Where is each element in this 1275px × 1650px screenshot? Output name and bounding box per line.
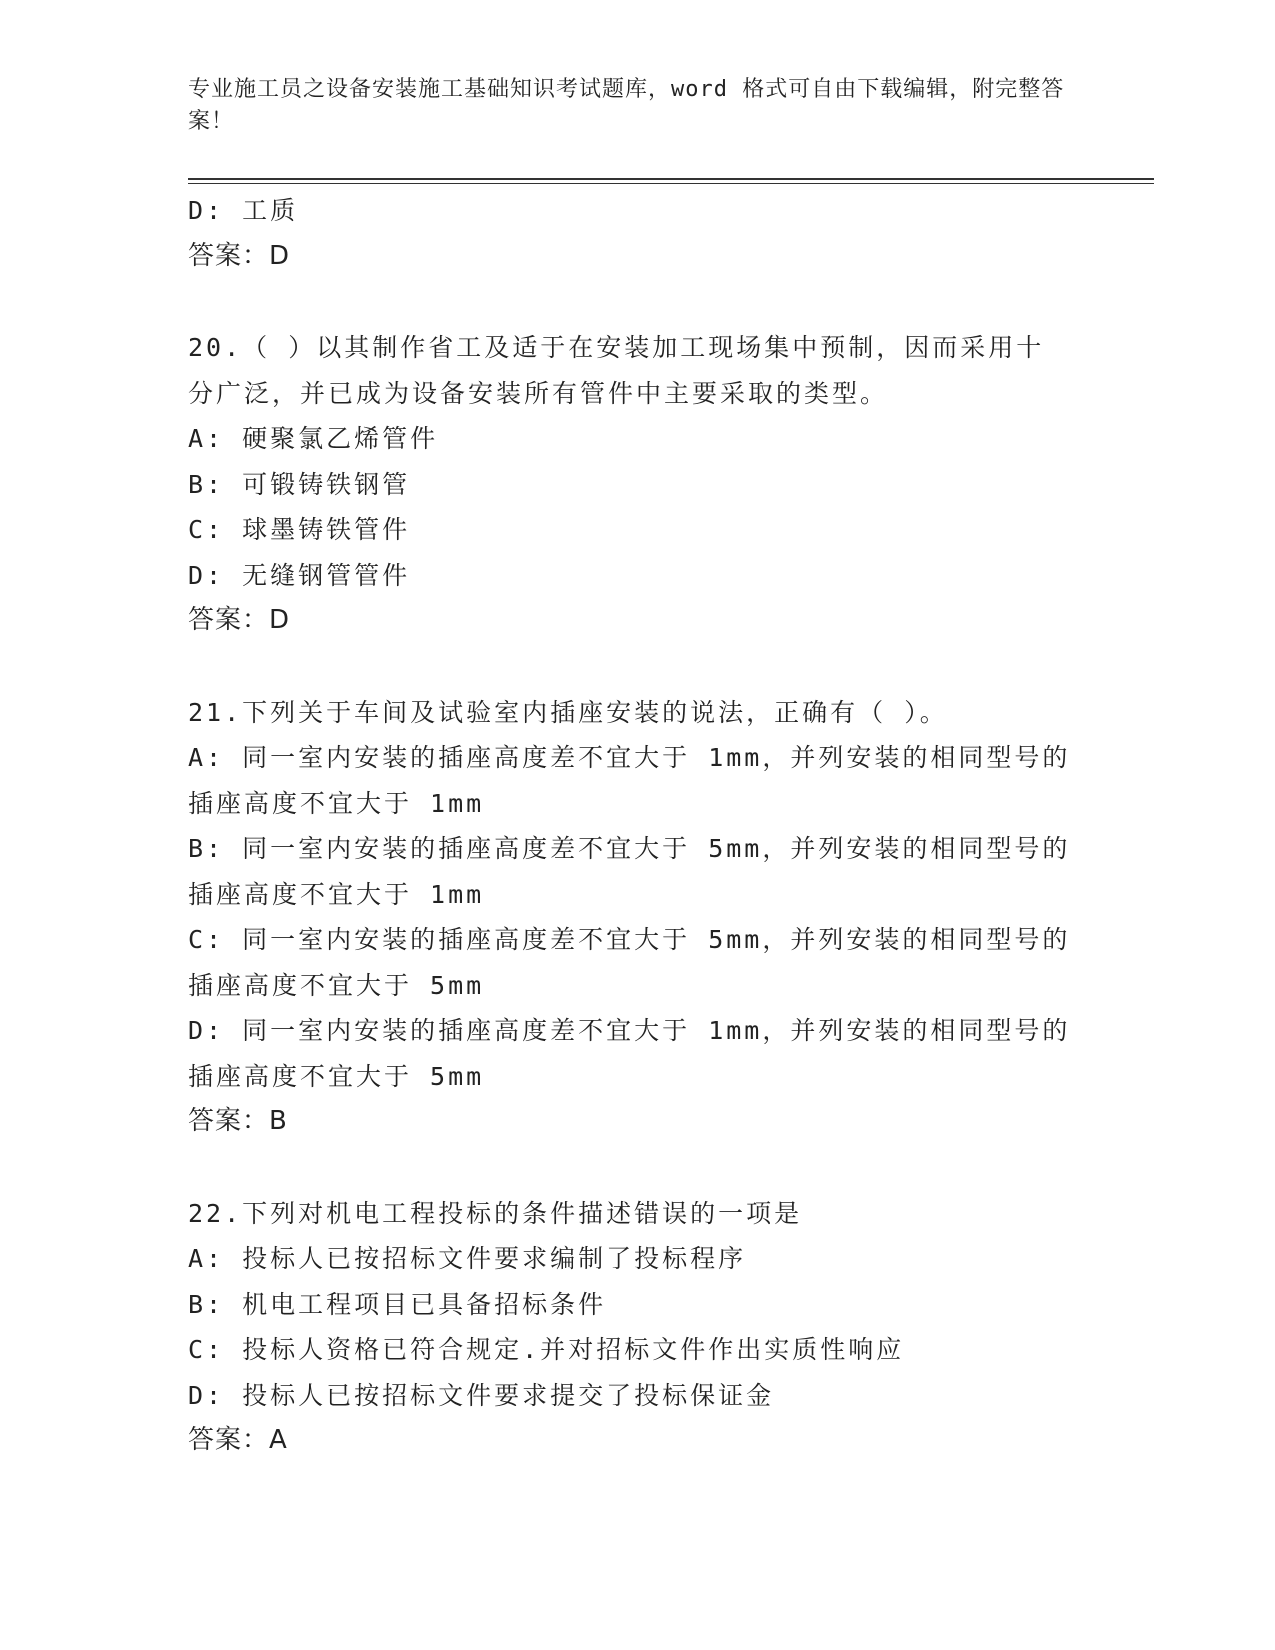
option-d: D: 无缝钢管管件 bbox=[188, 560, 411, 590]
spacer bbox=[188, 279, 1088, 325]
option-d: D: 同一室内安装的插座高度差不宜大于 1mm，并列安装的相同型号的 bbox=[188, 1016, 1071, 1045]
question-20 bbox=[188, 325, 1088, 644]
option-b: B: 同一室内安装的插座高度差不宜大于 5mm，并列安装的相同型号的 bbox=[188, 834, 1071, 863]
question-text: 20.（ ）以其制作省工及适于在安装加工现场集中预制，因而采用十 bbox=[188, 333, 1045, 362]
option-d: D: 投标人已按招标文件要求提交了投标保证金 bbox=[188, 1380, 775, 1410]
spacer bbox=[188, 1145, 1088, 1191]
question-text: 21.下列关于车间及试验室内插座安装的说法，正确有（ ）。 bbox=[188, 697, 948, 727]
spacer bbox=[188, 644, 1088, 690]
question-list bbox=[188, 188, 1088, 1464]
option-d: D: 工质 bbox=[188, 196, 299, 225]
question-21 bbox=[188, 690, 1088, 1145]
option-d-cont: 插座高度不宜大于 5mm bbox=[188, 1061, 485, 1091]
header-divider-thin bbox=[188, 183, 1154, 184]
previous-question-tail bbox=[188, 188, 1088, 279]
question-text: 22.下列对机电工程投标的条件描述错误的一项是 bbox=[188, 1198, 803, 1228]
answer: 答案：B bbox=[188, 1106, 288, 1136]
question-22 bbox=[188, 1191, 1088, 1464]
option-b: B: 可锻铸铁钢管 bbox=[188, 469, 411, 499]
option-c: C: 球墨铸铁管件 bbox=[188, 515, 411, 544]
option-a-cont: 插座高度不宜大于 1mm bbox=[188, 788, 485, 818]
option-a: A: 硬聚氯乙烯管件 bbox=[188, 424, 439, 453]
answer: 答案：A bbox=[188, 1425, 288, 1455]
answer: 答案：D bbox=[188, 240, 291, 271]
option-b: B: 机电工程项目已具备招标条件 bbox=[188, 1289, 607, 1319]
answer: 答案：D bbox=[188, 605, 291, 635]
option-a: A: 同一室内安装的插座高度差不宜大于 1mm，并列安装的相同型号的 bbox=[188, 743, 1071, 772]
option-c-cont: 插座高度不宜大于 5mm bbox=[188, 970, 485, 1000]
option-c: C: 同一室内安装的插座高度差不宜大于 5mm，并列安装的相同型号的 bbox=[188, 925, 1071, 954]
header-divider-thick bbox=[188, 178, 1154, 180]
question-text: 分广泛，并已成为设备安装所有管件中主要采取的类型。 bbox=[188, 378, 889, 408]
option-c: C: 投标人资格已符合规定.并对招标文件作出实质性响应 bbox=[188, 1335, 905, 1364]
option-b-cont: 插座高度不宜大于 1mm bbox=[188, 879, 485, 909]
option-a: A: 投标人已按招标文件要求编制了投标程序 bbox=[188, 1244, 747, 1273]
page-header: 专业施工员之设备安装施工基础知识考试题库，word 格式可自由下载编辑，附完整答案！ bbox=[188, 77, 1065, 134]
